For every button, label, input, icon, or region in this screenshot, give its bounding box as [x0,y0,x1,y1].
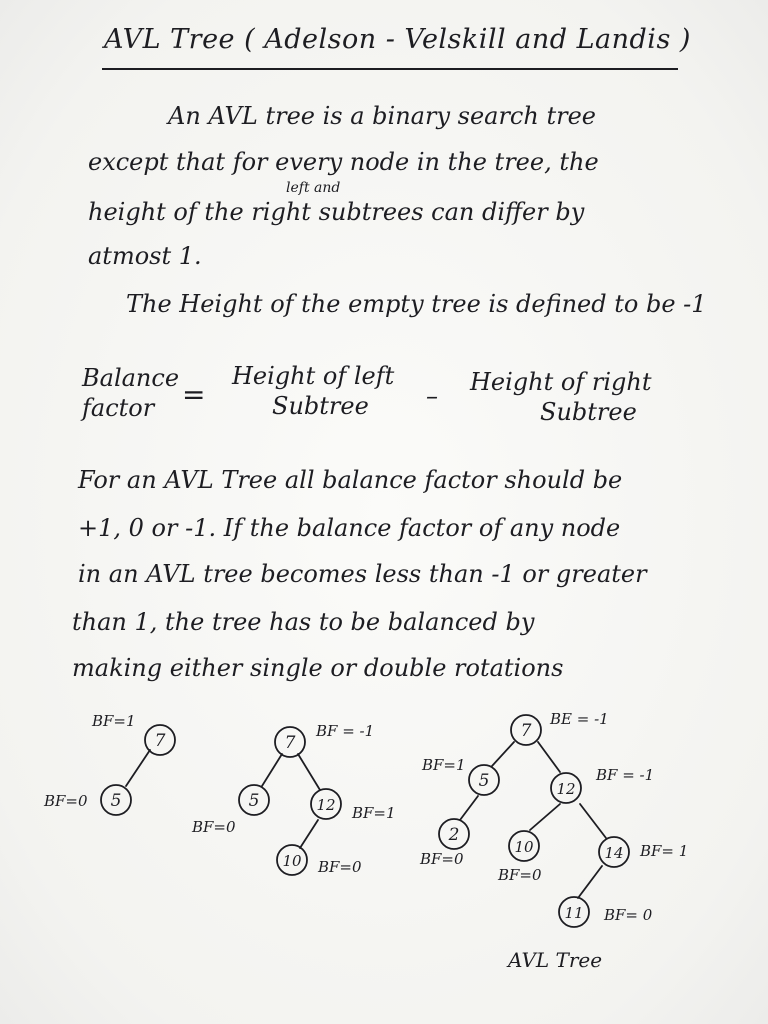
edge [538,742,560,772]
node-key: 5 [478,771,490,791]
tree-node [509,831,539,861]
tree-node [551,773,581,803]
node-key: 14 [604,844,624,862]
definition-line-4: atmost 1. [88,242,202,270]
node-key: 10 [282,852,302,870]
balance-factor-label: BF=1 [422,756,466,774]
node-key: 12 [556,780,576,798]
edge [262,754,282,786]
rule-line-2: +1, 0 or -1. If the balance factor of any node [78,514,621,542]
rule-line-4: than 1, the tree has to be balanced by [72,608,535,636]
empty-tree-statement: The Height of the empty tree is defined to be -1 [126,290,707,318]
balance-factor-label: BF=0 [192,818,236,836]
edge [578,866,602,898]
balance-factor-label: BF = -1 [316,722,375,740]
edge [300,820,318,848]
tree-node [275,727,305,757]
edge [580,804,606,838]
caret-insertion: left and [286,180,341,196]
balance-factor-label: BF=0 [318,858,362,876]
definition-line-3: height of the right subtrees can differ by [88,198,585,226]
tree-node [599,837,629,867]
balance-factor-label: BF=0 [44,792,88,810]
formula-term1-line-1: Height of left [232,362,395,390]
tree-node [511,715,541,745]
formula-equals: = [182,378,206,411]
definition-line-2: except that for every node in the tree, the [88,148,599,176]
tree-node [311,789,341,819]
tree-node [469,765,499,795]
tree-node [277,845,307,875]
formula-term2-line-1: Height of right [470,368,652,396]
rule-line-5: making either single or double rotations [72,654,564,682]
node-key: 12 [316,796,336,814]
tree-node [101,785,131,815]
balance-factor-label: BF=1 [352,804,396,822]
balance-factor-label: BF=0 [420,850,464,868]
balance-factor-label: BF= 0 [604,906,653,924]
tree-node [559,897,589,927]
formula-minus: – [426,382,438,410]
figure-caption: AVL Tree [508,948,603,972]
formula-lhs-line-1: Balance [82,364,180,392]
edge [492,742,514,766]
balance-factor-label: BF=0 [498,866,542,884]
node-key: 7 [154,731,166,751]
formula-term2-line-2: Subtree [540,398,637,426]
formula-term1-line-2: Subtree [272,392,369,420]
tree-node [439,819,469,849]
node-key: 5 [110,791,122,811]
node-key: 10 [514,838,534,856]
edge [530,804,560,830]
definition-line-1: An AVL tree is a binary search tree [168,102,596,130]
node-key: 11 [564,904,584,922]
page-title: AVL Tree ( Adelson - Velskill and Landis ) [104,24,691,55]
node-key: 7 [284,733,296,753]
node-key: 7 [520,721,532,741]
node-key: 2 [448,825,460,845]
balance-factor-label: BF = -1 [596,766,655,784]
edge [126,750,150,786]
title-underline [102,68,678,70]
edge [298,754,320,790]
tree-node [145,725,175,755]
rule-line-1: For an AVL Tree all balance factor should be [78,466,623,494]
balance-factor-label: BE = -1 [550,710,609,728]
edge [460,796,478,820]
avl-tree-diagrams [0,690,768,940]
formula-lhs-line-2: factor [82,394,155,422]
tree-node [239,785,269,815]
node-key: 5 [248,791,260,811]
balance-factor-label: BF=1 [92,712,136,730]
rule-line-3: in an AVL tree becomes less than -1 or greater [78,560,647,588]
balance-factor-label: BF= 1 [640,842,689,860]
